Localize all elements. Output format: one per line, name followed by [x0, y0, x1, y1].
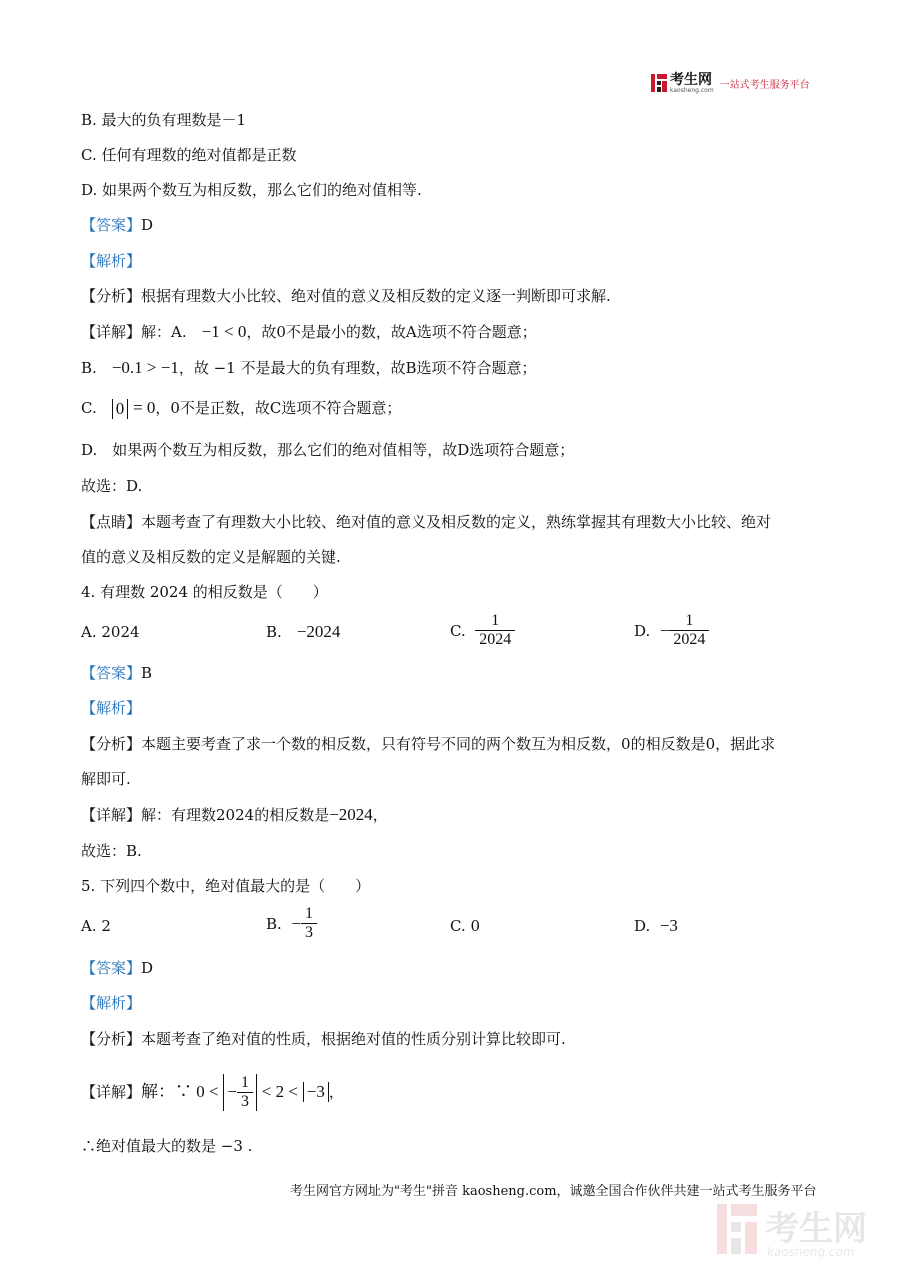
dianjing-text-1: 本题考查了有理数大小比较、绝对值的意义及相反数的定义，熟练掌握其有理数大小比较、绝对 — [141, 513, 772, 531]
detail-c-pre: C. — [81, 399, 97, 417]
q5-abs-sign: − — [227, 1082, 237, 1101]
q3-fenxi — [81, 286, 611, 306]
watermark-logo — [715, 1200, 885, 1260]
watermark-name: 考生网 — [765, 1209, 867, 1249]
q4-option-b-value: −2024 — [296, 622, 341, 641]
fenxi-label: 【分析】 — [81, 287, 142, 305]
q4-option-b — [266, 622, 340, 642]
xiangjie-label: 【详解】 — [81, 806, 142, 824]
fenxi-label: 【分析】 — [81, 1030, 142, 1048]
answer-value: D — [141, 959, 154, 977]
q5-abs-num: 1 — [237, 1074, 253, 1093]
fenxi-label: 【分析】 — [81, 735, 142, 753]
q4-option-c-num: 1 — [475, 612, 515, 631]
q4-option-c — [450, 612, 515, 649]
q5-option-b-num: 1 — [301, 905, 317, 924]
q4-option-a: A. 2024 — [81, 623, 140, 641]
q4-fenxi-cont: 解即可. — [81, 770, 131, 788]
q5-detail — [81, 1068, 344, 1116]
detail-c-post: ，0不是正数，故C选项不符合题意； — [155, 399, 402, 417]
watermark-domain: kaosheng.com — [767, 1245, 855, 1259]
fenxi-text: 本题主要考查了求一个数的相反数，只有符号不同的两个数互为相反数，0的相反数是0，据此求 — [141, 735, 776, 753]
dianjing-label: 【点睛】 — [81, 513, 142, 531]
q5-option-a: A. 2 — [81, 917, 111, 935]
footer-text: 考生网官方网址为"考生"拼音 kaosheng.com，诚邀全国合作伙伴共建一站式考生服务平台 — [290, 1184, 817, 1199]
xiangjie-label: 【详解】 — [81, 323, 142, 341]
logo-domain: kaosheng.com — [670, 86, 714, 94]
q5-option-b — [266, 905, 317, 942]
answer-value: D — [141, 216, 154, 234]
detail-b-math: −0.1 > −1 — [111, 358, 179, 377]
logo-mark-icon — [651, 74, 667, 92]
q4-option-d-den: 2024 — [673, 631, 706, 648]
answer-label: 【答案】 — [81, 959, 142, 977]
detail-a-post: ，故0不是最小的数，故A选项不符合题意； — [246, 323, 537, 341]
q4-option-c-label: C. — [450, 621, 466, 640]
answer-label: 【答案】 — [81, 664, 142, 682]
q4-option-d — [634, 612, 709, 649]
answer-value: B — [141, 664, 153, 682]
q3-answer — [81, 215, 153, 235]
q5-option-b-label: B. — [266, 914, 282, 933]
q5-option-d-label: D. — [634, 917, 651, 935]
q5-abs-frac — [237, 1074, 253, 1111]
q4-choose: 故选：B. — [81, 842, 142, 860]
q5-option-b-fraction — [301, 905, 317, 942]
answer-label: 【答案】 — [81, 216, 142, 234]
q3-option-b: B. 最大的负有理数是－1 — [81, 111, 247, 129]
q4-detail-math: −2024 — [329, 805, 373, 824]
q4-fenxi — [81, 734, 775, 754]
q5-option-d-value: −3 — [659, 916, 678, 935]
q5-detail-pre: 解：∵ 0 < — [141, 1082, 219, 1101]
q4-detail — [81, 805, 388, 825]
q4-option-d-label: D. — [634, 621, 651, 640]
detail-c-abs: 0 — [112, 399, 129, 419]
q5-option-c: C. 0 — [450, 917, 481, 935]
q5-analysis-heading: 【解析】 — [81, 994, 142, 1012]
q4-option-c-fraction — [475, 612, 515, 649]
q4-analysis-heading: 【解析】 — [81, 699, 142, 717]
logo-name: 考生网 — [670, 71, 712, 88]
detail-c-math: = 0 — [133, 398, 156, 417]
q4-option-d-num: 1 — [669, 612, 709, 631]
q3-option-c: C. 任何有理数的绝对值都是正数 — [81, 146, 297, 164]
header-logo — [651, 72, 810, 94]
q3-choose: 故选：D. — [81, 477, 143, 495]
q5-option-b-sign: − — [291, 913, 301, 933]
q3-dianjing — [81, 512, 771, 532]
q3-detail-a — [81, 322, 537, 342]
q5-conclusion: ∴绝对值最大的数是 −3 . — [81, 1137, 253, 1155]
q4-option-d-fraction — [669, 612, 709, 649]
q4-option-d-sign: − — [659, 620, 670, 640]
fenxi-text: 本题考查了绝对值的性质，根据绝对值的性质分别计算比较即可. — [141, 1030, 566, 1048]
detail-b-post: ，故 −1 不是最大的负有理数，故B选项不符合题意； — [178, 359, 537, 377]
q5-abs-den: 3 — [240, 1092, 249, 1110]
q3-detail-b — [81, 358, 537, 378]
q5-fenxi — [81, 1029, 566, 1049]
q5-option-b-den: 3 — [304, 924, 313, 941]
q5-detail-mid: < 2 < — [261, 1082, 298, 1101]
fenxi-text: 根据有理数大小比较、绝对值的意义及相反数的定义逐一判断即可求解. — [141, 287, 611, 305]
q4-answer — [81, 663, 152, 683]
q5-answer — [81, 958, 153, 978]
q5-abs-neg3: −3 — [303, 1082, 329, 1102]
detail-a-math: −1 < 0 — [201, 322, 247, 341]
q3-detail-d: D. 如果两个数互为相反数，那么它们的绝对值相等，故D选项符合题意； — [81, 441, 575, 459]
detail-a-pre: 解：A. — [141, 323, 187, 341]
q5-stem: 5. 下列四个数中，绝对值最大的是（ ） — [81, 877, 371, 895]
q5-detail-post: ， — [328, 1083, 344, 1101]
q3-dianjing-cont: 值的意义及相反数的定义是解题的关键. — [81, 548, 341, 566]
q5-option-d — [634, 916, 678, 936]
q4-option-c-den: 2024 — [479, 631, 512, 648]
q3-option-d: D. 如果两个数互为相反数，那么它们的绝对值相等. — [81, 181, 422, 199]
q3-detail-c — [81, 398, 401, 419]
q4-option-b-label: B. — [266, 623, 282, 641]
q4-detail-pre: 解：有理数2024的相反数是 — [141, 806, 330, 824]
xiangjie-label: 【详解】 — [81, 1083, 142, 1101]
q4-stem: 4. 有理数 2024 的相反数是（ ） — [81, 583, 328, 601]
q3-analysis-heading: 【解析】 — [81, 252, 142, 270]
logo-slogan: 一站式考生服务平台 — [719, 79, 810, 91]
detail-b-pre: B. — [81, 359, 97, 377]
q5-abs-fraction — [223, 1074, 257, 1111]
q4-detail-post: ， — [372, 806, 388, 824]
